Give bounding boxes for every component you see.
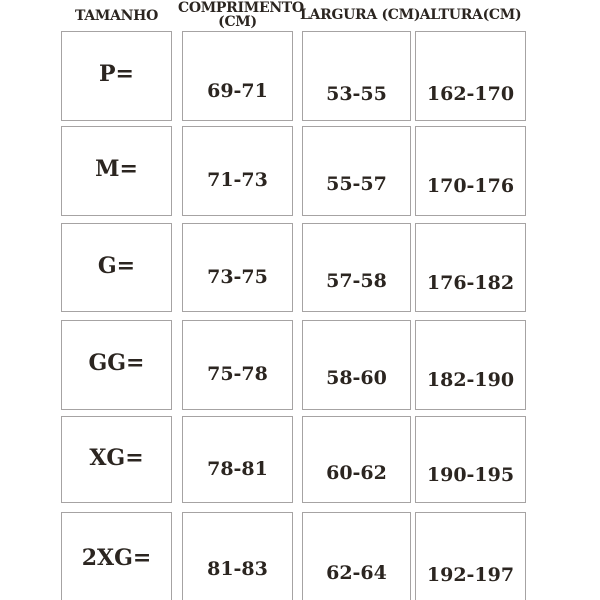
table-cell-largura: 57-58 (302, 223, 411, 312)
table-cell-size: P= (61, 31, 172, 121)
table-cell-altura: 182-190 (415, 320, 526, 410)
column-header-comprimento-line1: COMPRIMENTO (178, 0, 304, 16)
table-cell-altura: 170-176 (415, 126, 526, 216)
table-cell-largura: 58-60 (302, 320, 411, 410)
table-cell-comprimento: 75-78 (182, 320, 293, 410)
table-cell-comprimento: 69-71 (182, 31, 293, 121)
table-cell-comprimento: 73-75 (182, 223, 293, 312)
column-header-altura: ALTURA(CM) (419, 7, 522, 23)
table-cell-altura: 190-195 (415, 416, 526, 503)
table-cell-size: 2XG= (61, 512, 172, 600)
table-cell-size: M= (61, 126, 172, 216)
table-cell-largura: 62-64 (302, 512, 411, 600)
table-cell-altura: 176-182 (415, 223, 526, 312)
table-cell-altura: 162-170 (415, 31, 526, 121)
table-cell-size: XG= (61, 416, 172, 503)
table-cell-largura: 60-62 (302, 416, 411, 503)
column-header-comprimento (178, 0, 304, 30)
table-cell-largura: 55-57 (302, 126, 411, 216)
column-header-comprimento-line2: (CM) (218, 14, 257, 30)
table-cell-altura: 192-197 (415, 512, 526, 600)
column-header-largura: LARGURA (CM) (300, 7, 421, 23)
table-cell-comprimento: 81-83 (182, 512, 293, 600)
table-cell-comprimento: 78-81 (182, 416, 293, 503)
table-cell-size: GG= (61, 320, 172, 410)
table-cell-size: G= (61, 223, 172, 312)
table-cell-comprimento: 71-73 (182, 126, 293, 216)
column-header-tamanho: TAMANHO (75, 8, 158, 24)
table-cell-largura: 53-55 (302, 31, 411, 121)
